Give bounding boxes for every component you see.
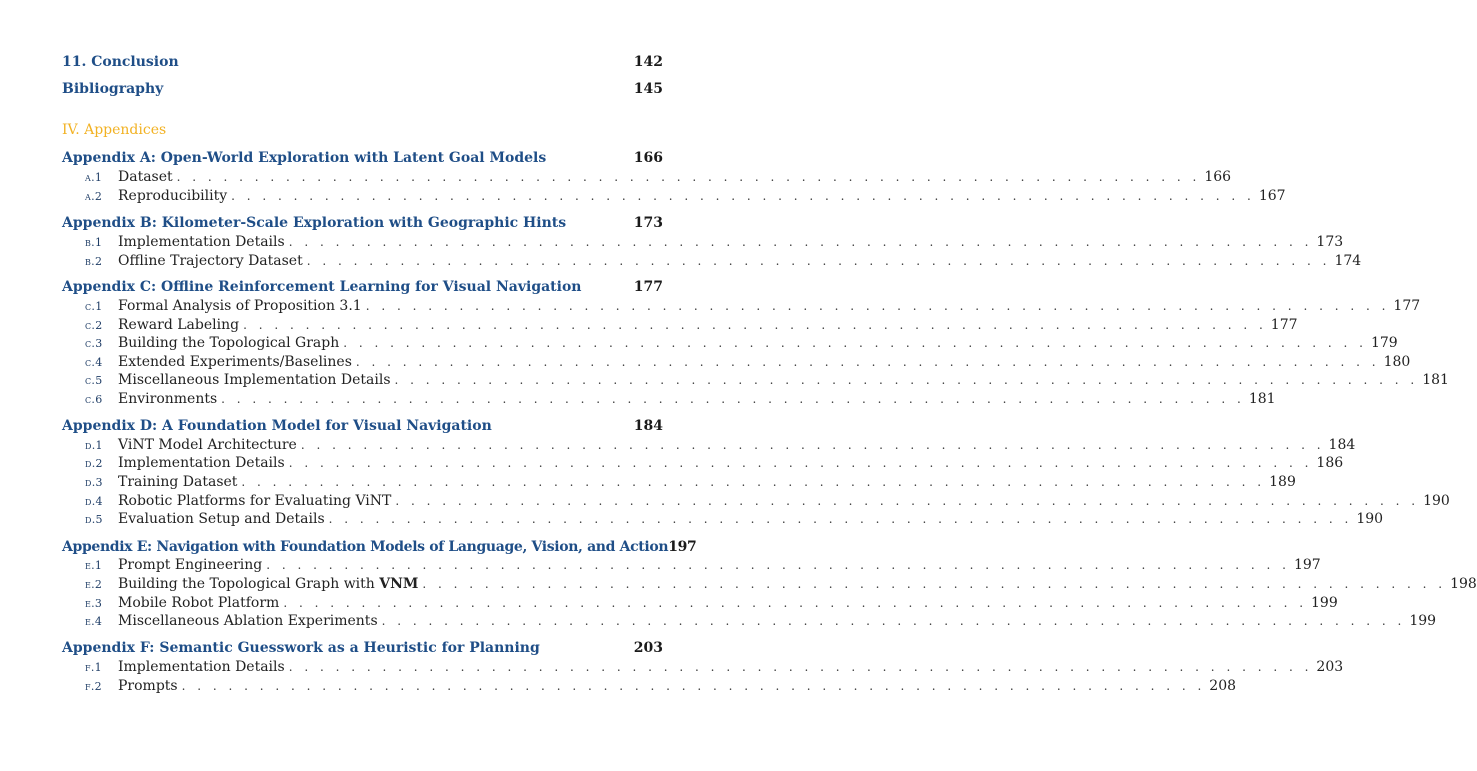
leader-dots: . . . . . . . . . . . . . . . . . . . . . . . . . . . . . . . . . . . . . . . . . . . . . . . . . . . . . . . . . . . . . . . . . .: [221, 392, 1245, 406]
section-title: Evaluation Setup and Details: [118, 511, 325, 527]
section-number: c.4: [85, 356, 103, 369]
section-title: Reward Labeling: [118, 317, 240, 333]
section-number: a.1: [85, 171, 103, 184]
leader-dots: . . . . . . . . . . . . . . . . . . . . . . . . . . . . . . . . . . . . . . . . . . . . . . . . . . . . . . . . . . . . . . . . . .: [343, 336, 1367, 350]
section-page: 197: [1293, 557, 1321, 573]
section-page: 181: [1248, 391, 1276, 407]
section-number: c.2: [85, 319, 103, 332]
section-page: 166: [1204, 169, 1232, 185]
appendix-title: Appendix A: Open-World Exploration with Latent Goal Models: [62, 150, 547, 166]
toc-appendix-d[interactable]: [62, 418, 663, 434]
appendix-page: 203: [633, 640, 663, 656]
section-page: 173: [1316, 234, 1344, 250]
section-title-text: Building the Topological Graph with: [118, 576, 380, 592]
leader-dots: . . . . . . . . . . . . . . . . . . . . . . . . . . . . . . . . . . . . . . . . . . . . . . . . . . . . . . . . . . . . . . . . . .: [395, 494, 1420, 508]
leader-dots: . . . . . . . . . . . . . . . . . . . . . . . . . . . . . . . . . . . . . . . . . . . . . . . . . . . . . . . . . . . . . . . . . .: [422, 577, 1447, 591]
part-heading: IV. Appendices: [62, 122, 167, 138]
toc-section[interactable]: [85, 576, 1477, 592]
section-title: Dataset: [118, 169, 173, 185]
section-title: Building the Topological Graph: [118, 335, 340, 351]
appendix-page: 184: [633, 418, 663, 434]
section-title: Implementation Details: [118, 234, 285, 250]
appendix-title: Appendix E: Navigation with Foundation Models of Language, Vision, and Action: [62, 539, 669, 555]
section-page: 199: [1409, 613, 1437, 629]
appendix-page: 177: [633, 279, 663, 295]
section-page: 198: [1450, 576, 1477, 592]
leader-dots: . . . . . . . . . . . . . . . . . . . . . . . . . . . . . . . . . . . . . . . . . . . . . . . . . . . . . . . . . . . . . . . . . .: [394, 373, 1419, 387]
section-page: 190: [1356, 511, 1384, 527]
appendix-page: 173: [633, 215, 663, 231]
section-title: Training Dataset: [118, 474, 238, 490]
leader-dots: . . . . . . . . . . . . . . . . . . . . . . . . . . . . . . . . . . . . . . . . . . . . . . . . . . . . . . . . . . . . . . . . . .: [266, 558, 1290, 572]
section-number: c.3: [85, 337, 103, 350]
toc-section[interactable]: [85, 391, 1276, 407]
section-page: 199: [1311, 595, 1338, 611]
section-title: Formal Analysis of Proposition 3.1: [118, 298, 362, 314]
chapter-page: 142: [633, 54, 663, 70]
section-title: ViNT Model Architecture: [118, 437, 297, 453]
section-title: Mobile Robot Platform: [118, 595, 280, 611]
section-number: f.2: [85, 680, 102, 693]
section-title: Reproducibility: [118, 188, 228, 204]
toc-section[interactable]: [85, 511, 1384, 527]
toc-section[interactable]: [85, 474, 1296, 490]
section-title: Robotic Platforms for Evaluating ViNT: [118, 493, 392, 509]
toc-appendix-e[interactable]: [62, 539, 697, 555]
leader-dots: . . . . . . . . . . . . . . . . . . . . . . . . . . . . . . . . . . . . . . . . . . . . . . . . . . . . . . . . . . . . . . . . . .: [243, 318, 1267, 332]
leader-dots: . . . . . . . . . . . . . . . . . . . . . . . . . . . . . . . . . . . . . . . . . . . . . . . . . . . . . . . . . . . . . . . . . .: [328, 512, 1353, 526]
chapter-title: Conclusion: [91, 54, 179, 70]
toc-section[interactable]: [85, 595, 1338, 611]
section-title-bold: VNM: [379, 576, 419, 592]
toc-section[interactable]: [85, 298, 1421, 314]
section-page: 177: [1393, 298, 1421, 314]
section-number: c.5: [85, 374, 103, 387]
section-page: 180: [1383, 354, 1411, 370]
leader-dots: . . . . . . . . . . . . . . . . . . . . . . . . . . . . . . . . . . . . . . . . . . . . . . . . . . . . . . . . . . . . . . . . . .: [181, 679, 1206, 693]
appendix-title: Appendix D: A Foundation Model for Visual Navigation: [62, 418, 492, 434]
toc-section[interactable]: [85, 354, 1411, 370]
toc-section[interactable]: [85, 613, 1437, 629]
leader-dots: . . . . . . . . . . . . . . . . . . . . . . . . . . . . . . . . . . . . . . . . . . . . . . . . . . . . . . . . . . . . . . . . . .: [288, 456, 1313, 470]
toc-chapter-conclusion[interactable]: [62, 54, 663, 70]
section-number: e.2: [85, 578, 103, 591]
toc-chapter-bibliography[interactable]: [62, 81, 663, 97]
section-title: Offline Trajectory Dataset: [118, 253, 303, 269]
section-number: d.5: [85, 513, 103, 526]
leader-dots: . . . . . . . . . . . . . . . . . . . . . . . . . . . . . . . . . . . . . . . . . . . . . . . . . . . . . . . . . . . . . . . . . .: [300, 438, 1325, 452]
section-number: d.1: [85, 439, 103, 452]
toc-section[interactable]: [85, 234, 1344, 250]
toc-section[interactable]: [85, 557, 1321, 573]
section-number: d.4: [85, 495, 103, 508]
toc-appendix-f[interactable]: [62, 640, 663, 656]
section-page: 203: [1316, 659, 1344, 675]
section-title: Miscellaneous Ablation Experiments: [118, 613, 378, 629]
toc-section[interactable]: [85, 335, 1398, 351]
section-number: d.3: [85, 476, 103, 489]
toc-section[interactable]: [85, 317, 1298, 333]
section-title: Environments: [118, 391, 218, 407]
section-page: 179: [1370, 335, 1398, 351]
section-title: Miscellaneous Implementation Details: [118, 372, 391, 388]
leader-dots: . . . . . . . . . . . . . . . . . . . . . . . . . . . . . . . . . . . . . . . . . . . . . . . . . . . . . . . . . . . . . . . . . .: [241, 475, 1266, 489]
leader-dots: . . . . . . . . . . . . . . . . . . . . . . . . . . . . . . . . . . . . . . . . . . . . . . . . . . . . . . . . . . . . . . . . . .: [355, 355, 1380, 369]
toc-section[interactable]: [85, 188, 1286, 204]
section-number: e.3: [85, 597, 103, 610]
section-page: 208: [1209, 678, 1237, 694]
toc-appendix-a[interactable]: [62, 150, 663, 166]
section-page: 181: [1422, 372, 1449, 388]
section-number: b.2: [85, 255, 103, 268]
toc-section[interactable]: [85, 253, 1362, 269]
leader-dots: . . . . . . . . . . . . . . . . . . . . . . . . . . . . . . . . . . . . . . . . . . . . . . . . . . . . . . . . . . . . . . . . . .: [288, 660, 1313, 674]
section-page: 186: [1316, 455, 1344, 471]
chapter-number: 11.: [62, 54, 87, 70]
toc-section[interactable]: [85, 169, 1232, 185]
section-page: 174: [1334, 253, 1362, 269]
section-number: d.2: [85, 457, 103, 470]
section-number: c.6: [85, 393, 103, 406]
toc-section[interactable]: [85, 372, 1449, 388]
section-number: f.1: [85, 661, 102, 674]
toc-appendix-b[interactable]: [62, 215, 663, 231]
section-page: 184: [1328, 437, 1356, 453]
section-title: Prompt Engineering: [118, 557, 263, 573]
leader-dots: . . . . . . . . . . . . . . . . . . . . . . . . . . . . . . . . . . . . . . . . . . . . . . . . . . . . . . . . . . . . . . . . . .: [381, 614, 1406, 628]
toc-appendix-c[interactable]: [62, 279, 663, 295]
leader-dots: . . . . . . . . . . . . . . . . . . . . . . . . . . . . . . . . . . . . . . . . . . . . . . . . . . . . . . . . . . . . . . . . . .: [288, 235, 1313, 249]
appendix-page: 166: [633, 150, 663, 166]
section-page: 190: [1423, 493, 1450, 509]
toc-section[interactable]: [85, 455, 1344, 471]
section-number: e.1: [85, 559, 103, 572]
toc-section[interactable]: [85, 437, 1356, 453]
section-page: 167: [1258, 188, 1286, 204]
section-title: [118, 576, 418, 592]
section-page: 189: [1269, 474, 1296, 490]
appendix-page: 197: [668, 539, 697, 555]
section-number: c.1: [85, 300, 103, 313]
toc-section[interactable]: [85, 678, 1237, 694]
section-title: Implementation Details: [118, 455, 285, 471]
leader-dots: . . . . . . . . . . . . . . . . . . . . . . . . . . . . . . . . . . . . . . . . . . . . . . . . . . . . . . . . . . . . . . . . . .: [283, 596, 1308, 610]
appendix-title: Appendix C: Offline Reinforcement Learning for Visual Navigation: [62, 279, 582, 295]
section-page: 177: [1270, 317, 1298, 333]
section-number: e.4: [85, 615, 103, 628]
section-number: b.1: [85, 236, 103, 249]
leader-dots: . . . . . . . . . . . . . . . . . . . . . . . . . . . . . . . . . . . . . . . . . . . . . . . . . . . . . . . . . . . . . . . . . .: [306, 254, 1331, 268]
chapter-title: Bibliography: [62, 81, 164, 97]
section-title: Extended Experiments/Baselines: [118, 354, 352, 370]
chapter-page: 145: [633, 81, 663, 97]
section-title: Prompts: [118, 678, 178, 694]
leader-dots: . . . . . . . . . . . . . . . . . . . . . . . . . . . . . . . . . . . . . . . . . . . . . . . . . . . . . . . . . . . . . . . . . .: [231, 189, 1255, 203]
toc-section[interactable]: [85, 659, 1344, 675]
toc-section[interactable]: [85, 493, 1450, 509]
appendix-title: Appendix F: Semantic Guesswork as a Heuristic for Planning: [62, 640, 540, 656]
section-number: a.2: [85, 190, 103, 203]
section-title: Implementation Details: [118, 659, 285, 675]
leader-dots: . . . . . . . . . . . . . . . . . . . . . . . . . . . . . . . . . . . . . . . . . . . . . . . . . . . . . . . . . . . . . . . . . .: [365, 299, 1390, 313]
appendix-title: Appendix B: Kilometer-Scale Exploration with Geographic Hints: [62, 215, 567, 231]
leader-dots: . . . . . . . . . . . . . . . . . . . . . . . . . . . . . . . . . . . . . . . . . . . . . . . . . . . . . . . . . . . . . . . . . .: [176, 170, 1201, 184]
